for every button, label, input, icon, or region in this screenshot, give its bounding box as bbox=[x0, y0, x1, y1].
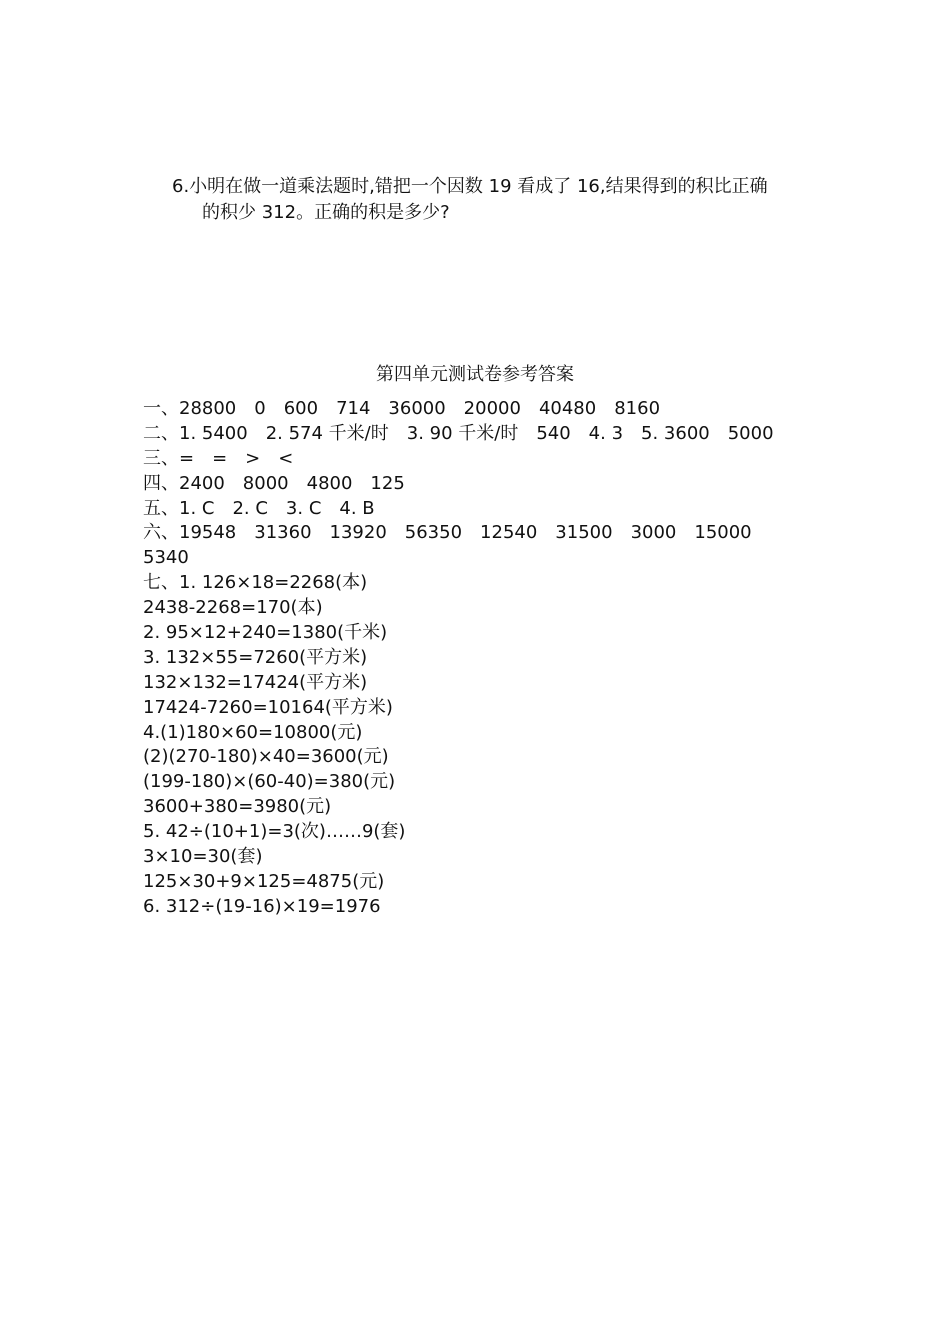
answer-line: 6. 312÷(19-16)×19=1976 bbox=[143, 895, 381, 917]
answer-line: 三、= = > < bbox=[143, 447, 294, 469]
answer-line: (199-180)×(60-40)=380(元) bbox=[143, 771, 396, 793]
answer-line: 一、28800 0 600 714 36000 20000 40480 8160 bbox=[143, 398, 661, 419]
answer-line: 132×132=17424(平方米) bbox=[143, 671, 368, 693]
answer-line: 3×10=30(套) bbox=[143, 846, 263, 868]
answer-line: 五、1. C 2. C 3. C 4. B bbox=[143, 497, 375, 519]
answer-line: 17424-7260=10164(平方米) bbox=[143, 696, 393, 718]
answer-key-title: 第四单元测试卷参考答案 bbox=[376, 364, 574, 385]
answer-line: 六、19548 31360 13920 56350 12540 31500 3000 15000 bbox=[143, 522, 752, 544]
answer-line: 3. 132×55=7260(平方米) bbox=[143, 646, 368, 668]
answer-line: 2438-2268=170(本) bbox=[143, 597, 323, 619]
answer-line: 3600+380=3980(元) bbox=[143, 796, 332, 818]
answer-line: 5340 bbox=[143, 547, 189, 569]
question-line-2: 的积少 312。正确的积是多少? bbox=[202, 202, 450, 223]
answer-key-list bbox=[143, 397, 823, 920]
question-line-1: 6.小明在做一道乘法题时,错把一个因数 19 看成了 16,结果得到的积比正确 bbox=[172, 176, 768, 197]
answer-line: 2. 95×12+240=1380(千米) bbox=[143, 622, 388, 644]
answer-line: (2)(270-180)×40=3600(元) bbox=[143, 746, 389, 768]
word-problem-6 bbox=[172, 174, 822, 226]
answer-line: 四、2400 8000 4800 125 bbox=[143, 472, 405, 494]
answer-line: 七、1. 126×18=2268(本) bbox=[143, 572, 368, 594]
answer-line: 4.(1)180×60=10800(元) bbox=[143, 721, 363, 743]
answer-line: 125×30+9×125=4875(元) bbox=[143, 870, 385, 892]
answer-line: 二、1. 5400 2. 574 千米/时 3. 90 千米/时 540 4. 3 5. 3600 5000 bbox=[143, 422, 774, 444]
answer-line: 5. 42÷(10+1)=3(次)……9(套) bbox=[143, 821, 406, 843]
